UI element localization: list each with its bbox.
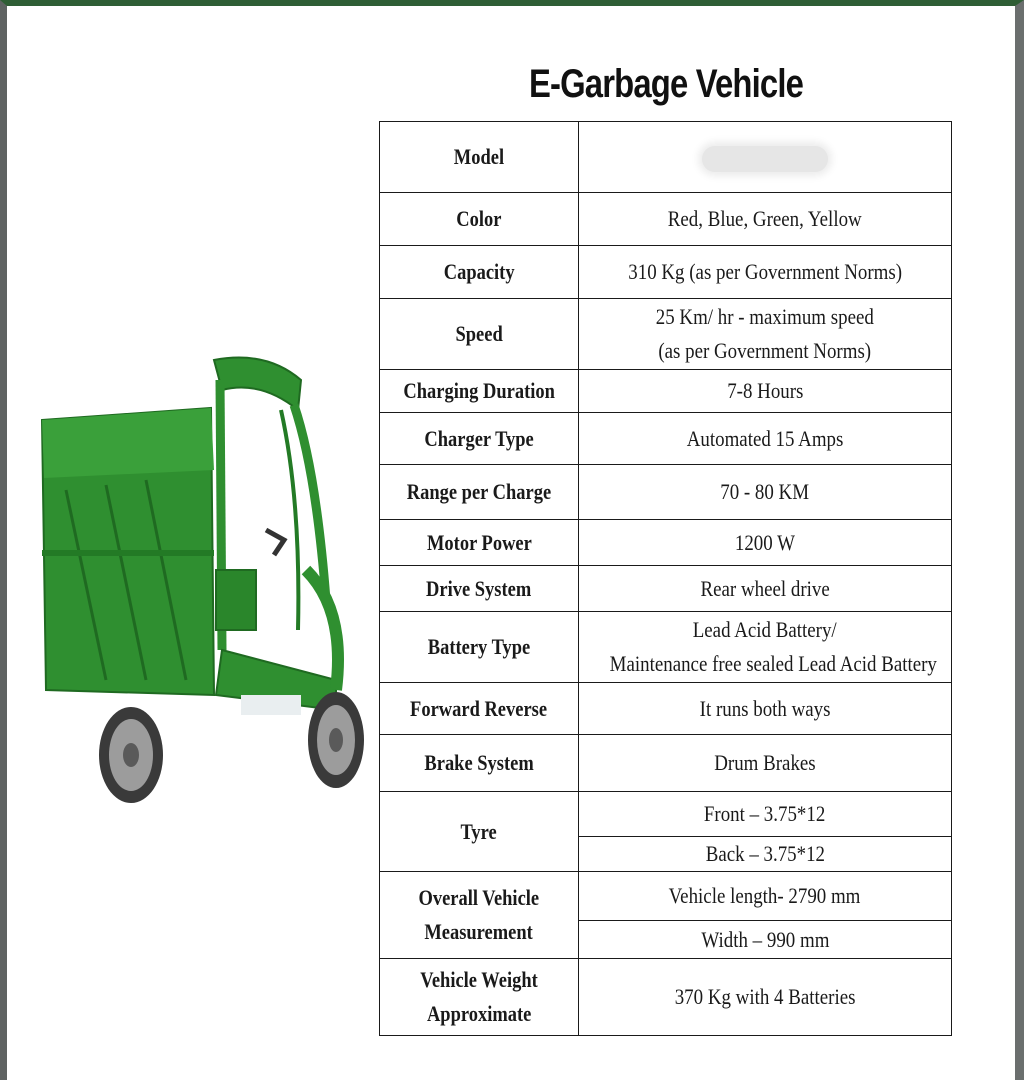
row-battery-type	[380, 612, 952, 683]
drive-system-value: Rear wheel drive	[579, 566, 952, 612]
brake-system-label: Brake System	[380, 735, 579, 792]
row-range-per-charge	[380, 465, 952, 520]
battery-type-value: Lead Acid Battery/ Maintenance free sealed Lead Acid Battery	[579, 612, 952, 683]
speed-label: Speed	[380, 299, 579, 370]
row-capacity	[380, 246, 952, 299]
battery-type-label: Battery Type	[380, 612, 579, 683]
charger-type-label: Charger Type	[380, 413, 579, 465]
row-brake-system	[380, 735, 952, 792]
brake-system-value: Drum Brakes	[579, 735, 952, 792]
vehicle-weight-label: Vehicle Weight Approximate	[380, 959, 579, 1036]
measurement-width-value: Width – 990 mm	[579, 921, 952, 959]
rear-wheel	[99, 707, 163, 803]
charger-type-value: Automated 15 Amps	[579, 413, 952, 465]
cabin-frame	[214, 358, 338, 716]
spec-table	[379, 121, 952, 1036]
range-per-charge-label: Range per Charge	[380, 465, 579, 520]
motor-power-value: 1200 W	[579, 520, 952, 566]
forward-reverse-value: It runs both ways	[579, 683, 952, 735]
row-vehicle-weight	[380, 959, 952, 1036]
drive-system-label: Drive System	[380, 566, 579, 612]
row-charger-type	[380, 413, 952, 465]
model-label: Model	[380, 122, 579, 193]
row-color	[380, 193, 952, 246]
capacity-label: Capacity	[380, 246, 579, 299]
row-measurement-length	[380, 872, 952, 921]
row-tyre-front	[380, 792, 952, 837]
tyre-front-value: Front – 3.75*12	[579, 792, 952, 837]
document-title: E-Garbage Vehicle	[528, 62, 804, 106]
color-label: Color	[380, 193, 579, 246]
row-drive-system	[380, 566, 952, 612]
row-motor-power	[380, 520, 952, 566]
row-speed	[380, 299, 952, 370]
row-charging-duration	[380, 370, 952, 413]
charging-duration-label: Charging Duration	[380, 370, 579, 413]
measurement-length-value: Vehicle length- 2790 mm	[579, 872, 952, 921]
model-value	[579, 122, 952, 193]
vehicle-weight-value: 370 Kg with 4 Batteries	[579, 959, 952, 1036]
row-forward-reverse	[380, 683, 952, 735]
front-wheel	[308, 692, 364, 788]
range-per-charge-value: 70 - 80 KM	[579, 465, 952, 520]
cargo-box	[42, 408, 214, 695]
tyre-back-value: Back – 3.75*12	[579, 837, 952, 872]
color-value: Red, Blue, Green, Yellow	[579, 193, 952, 246]
capacity-value: 310 Kg (as per Government Norms)	[579, 246, 952, 299]
redacted-model-value	[702, 146, 828, 172]
vehicle-image	[36, 350, 376, 830]
forward-reverse-label: Forward Reverse	[380, 683, 579, 735]
charging-duration-value: 7-8 Hours	[579, 370, 952, 413]
overall-measurement-label: Overall Vehicle Measurement	[380, 872, 579, 959]
row-model	[380, 122, 952, 193]
speed-value: 25 Km/ hr - maximum speed (as per Government Norms)	[579, 299, 952, 370]
motor-power-label: Motor Power	[380, 520, 579, 566]
tyre-label: Tyre	[380, 792, 579, 872]
